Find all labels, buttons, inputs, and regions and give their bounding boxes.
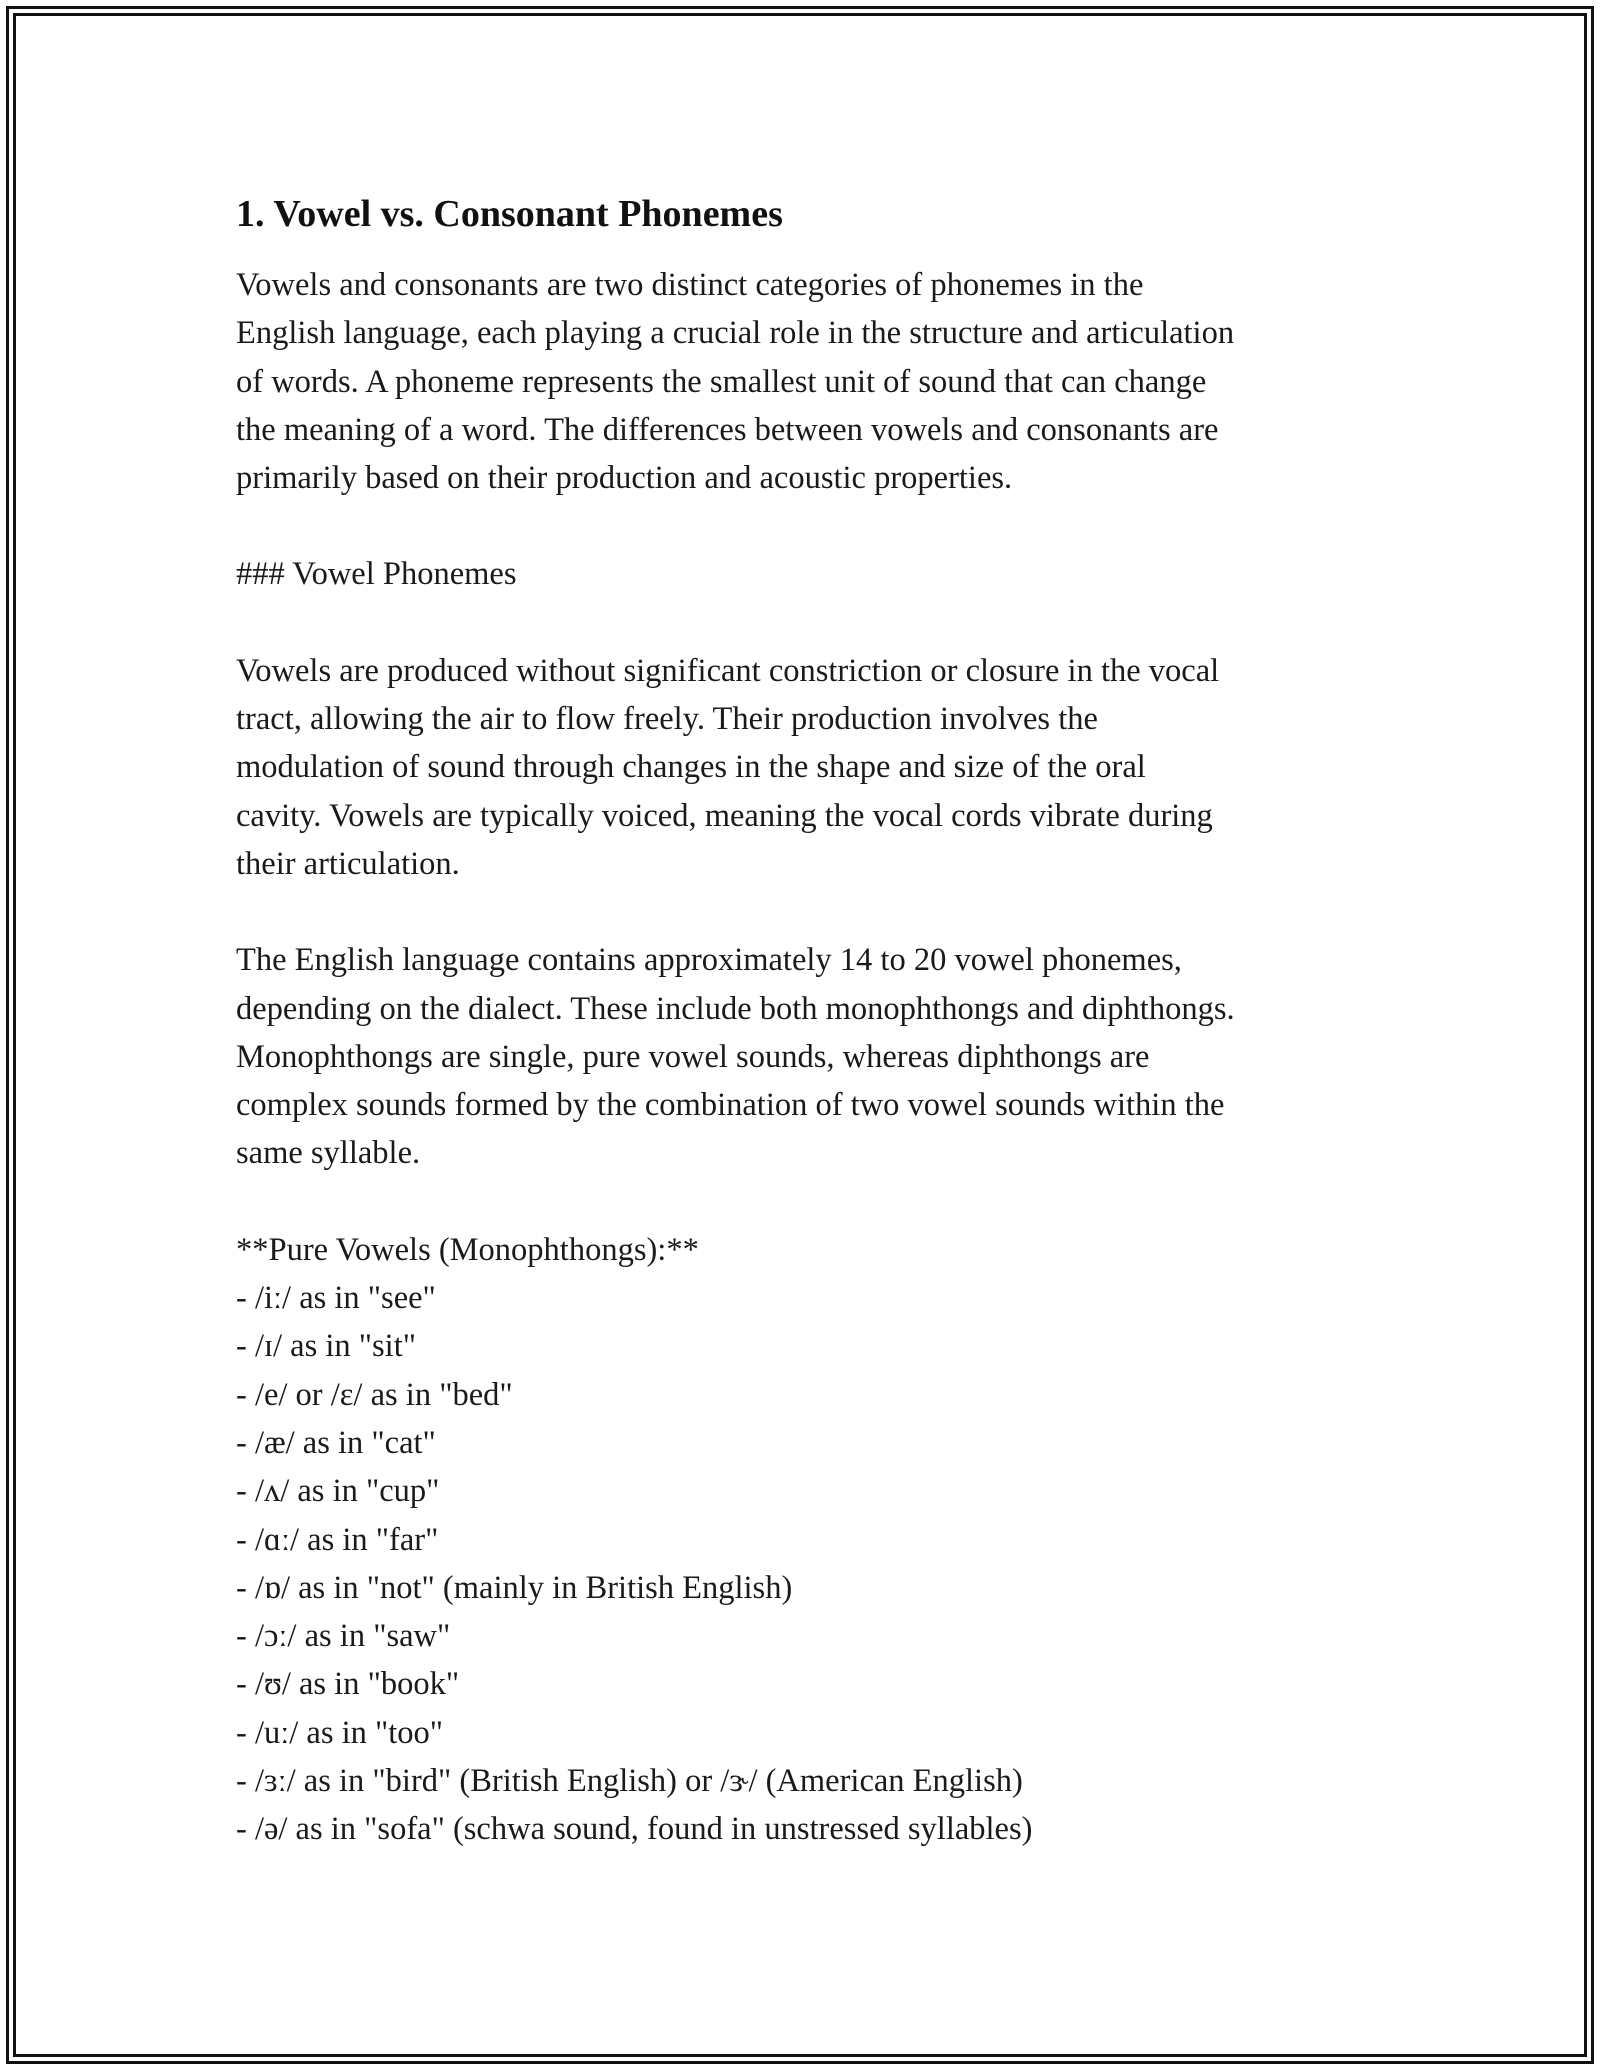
list-item: - /ə/ as in "sofa" (schwa sound, found in unstressed syllables) (236, 1811, 1033, 1848)
vowel-count-paragraph: The English language contains approximately 14 to 20 vowel phonemes, depending on the dialect. These include both monophthongs and diphthongs. Monophthongs are single, pure vowel sounds, whereas diphthongs are complex sounds formed by the combination of two vowel sounds within the same syllable. (236, 942, 1235, 1172)
pure-vowels-list (236, 1274, 1386, 1854)
list-item: - /uː/ as in "too" (236, 1714, 444, 1751)
vowel-phonemes-subheading: ### Vowel Phonemes (236, 556, 517, 593)
list-item: - /ʊ/ as in "book" (236, 1666, 460, 1703)
document-body (236, 185, 1386, 1854)
list-item: - /ɒ/ as in "not" (mainly in British English) (236, 1569, 793, 1606)
list-item: - /ʌ/ as in "cup" (236, 1473, 440, 1510)
vowel-production-paragraph: Vowels are produced without significant constriction or closure in the vocal tract, allowing the air to flow freely. Their production involves the modulation of sound through changes in the shape and size of the oral cavity. Vowels are typically voiced, meaning the vocal cords vibrate during their articulation. (236, 652, 1220, 882)
list-item: - /ɔː/ as in "saw" (236, 1618, 451, 1655)
intro-paragraph: Vowels and consonants are two distinct categories of phonemes in the English language, each playing a crucial role in the structure and articulation of words. A phoneme represents the smallest unit of sound that can change the meaning of a word. The differences between vowels and consonants are primarily based on their production and acoustic properties. (236, 267, 1235, 497)
section-title: 1. Vowel vs. Consonant Phonemes (236, 193, 783, 235)
list-item: - /ɪ/ as in "sit" (236, 1328, 417, 1365)
list-item: - /ɑː/ as in "far" (236, 1521, 439, 1558)
list-item: - /ɜː/ as in "bird" (British English) or /ɝ/ (American English) (236, 1763, 1023, 1800)
pure-vowels-heading: **Pure Vowels (Monophthongs):** (236, 1231, 699, 1268)
list-item: - /iː/ as in "see" (236, 1280, 436, 1317)
list-item: - /e/ or /ɛ/ as in "bed" (236, 1376, 513, 1413)
list-item: - /æ/ as in "cat" (236, 1424, 436, 1461)
